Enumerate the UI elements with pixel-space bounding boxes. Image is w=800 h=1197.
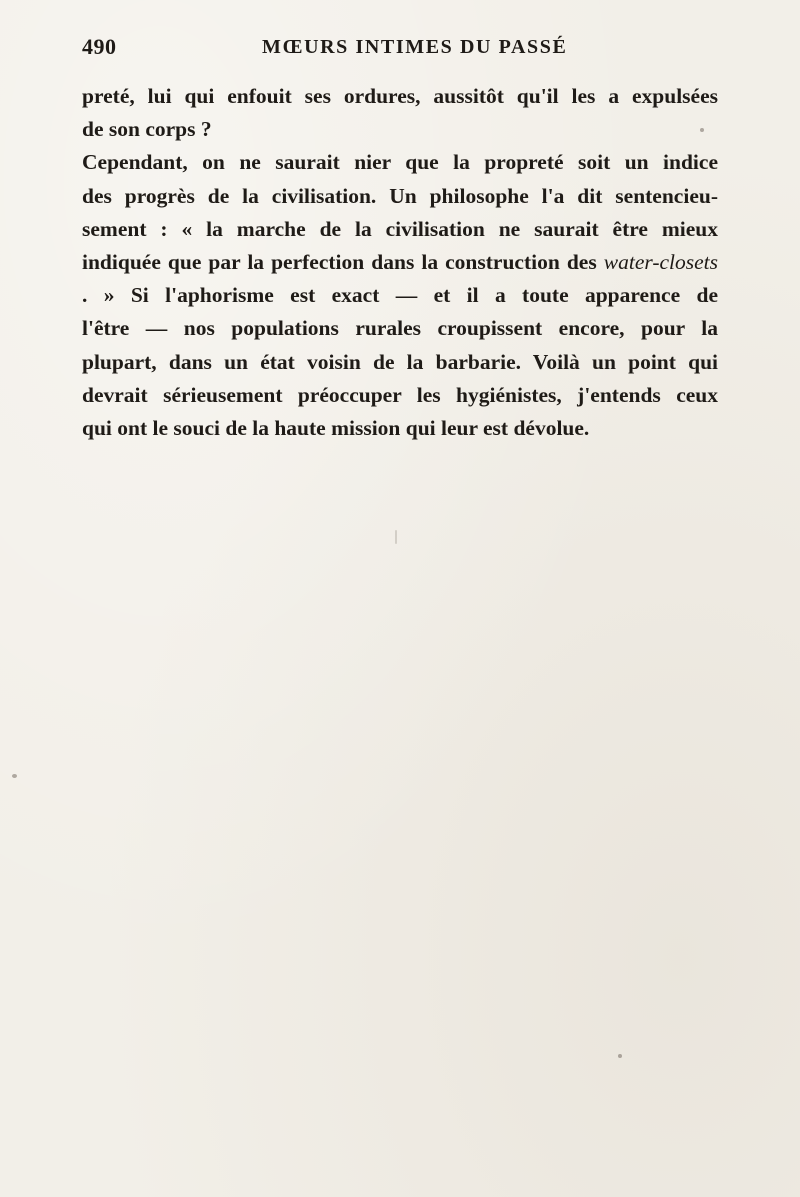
text-line-3 (82, 146, 718, 179)
paper-speck (700, 128, 704, 132)
water-closets-italic: water-closets (603, 249, 718, 274)
text-line-4: des progrès de la civilisation. Un philosophe l'a dit sentencieu- (82, 183, 718, 208)
text-line-10: devrait sérieusement préoccuper les hygiénistes, j'entends ceux (82, 382, 718, 407)
text-line-8: l'être — nos populations rurales croupissent encore, pour la (82, 316, 718, 341)
body-text (82, 80, 718, 445)
paper-speck (395, 530, 397, 544)
text-line-1: preté, lui qui enfouit ses ordures, aussitôt qu'il les a expulsées (82, 84, 718, 108)
text-line-6-content: indiquée que par la perfection dans la construction des (82, 249, 597, 274)
text-line-11: qui ont le souci de la haute mission qui leur est dévolue. (82, 415, 590, 440)
running-head (82, 34, 716, 64)
text-line-3-content: Cependant, on ne saurait nier que la propreté soit un indice (82, 150, 718, 175)
text-line-7: . » Si l'aphorisme est exact — et il a toute apparence de (82, 283, 718, 308)
paper-speck (12, 774, 17, 778)
paper-speck (618, 1054, 622, 1058)
page-number: 490 (82, 34, 117, 59)
text-line-5: sement : « la marche de la civilisation ne saurait être mieux (82, 216, 718, 241)
text-line-9: plupart, dans un état voisin de la barbarie. Voilà un point qui (82, 349, 718, 374)
text-line-2: de son corps ? (82, 117, 212, 142)
running-title: MŒURS INTIMES DU PASSÉ (262, 36, 568, 58)
text-line-6 (82, 246, 718, 279)
